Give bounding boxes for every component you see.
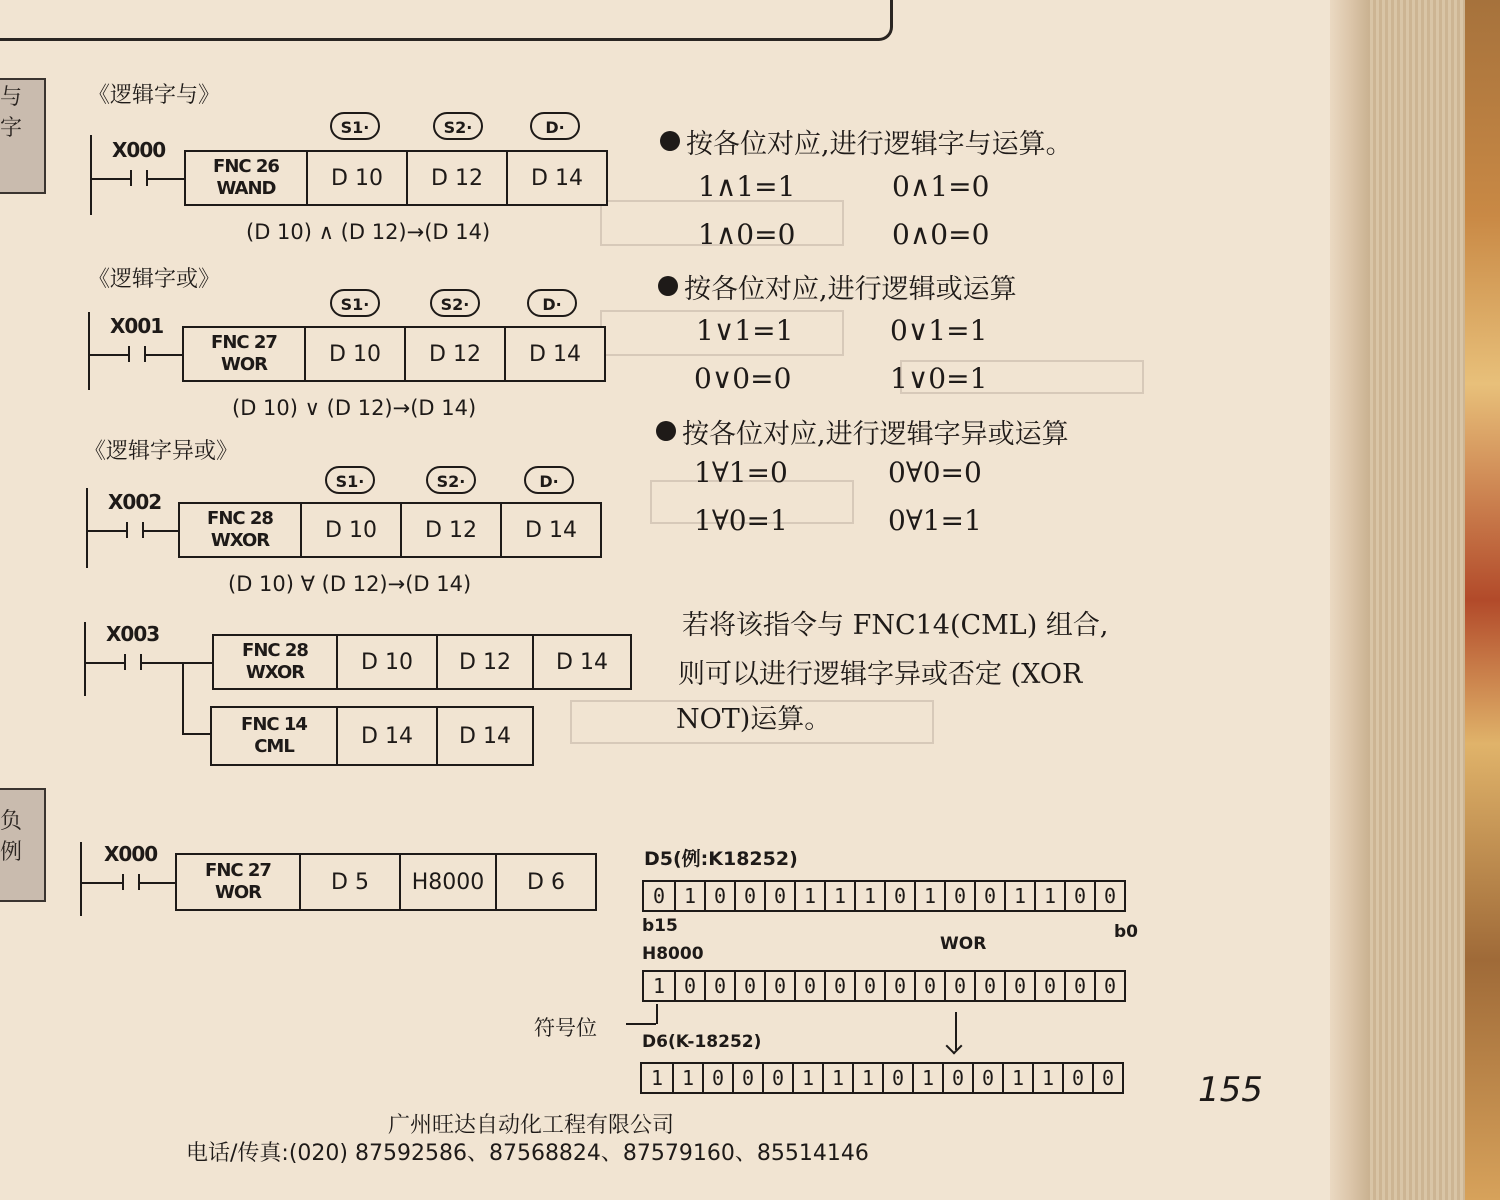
operand-s1: S1· xyxy=(325,466,375,494)
side-tab-char: 字 xyxy=(0,116,23,141)
operand-d: D· xyxy=(524,466,574,494)
fnc-number: FNC 28 xyxy=(207,508,273,529)
heading-wand: 《逻辑字与》 xyxy=(88,83,221,108)
operand-cell: H8000 xyxy=(399,855,495,909)
bit-cell: 1 xyxy=(914,882,944,910)
operand-d: D· xyxy=(527,289,577,317)
operand-s1: S1· xyxy=(330,289,380,317)
fnc-number: FNC 28 xyxy=(242,640,308,661)
bit-cell: 1 xyxy=(672,1064,702,1092)
truth-cell: 0∀1=1 xyxy=(888,504,982,537)
bit-cell: 0 xyxy=(702,1064,732,1092)
rung-wire xyxy=(90,178,130,180)
bit-cell: 0 xyxy=(652,884,666,908)
footer-contact: 电话/传真:(020) 87592586、87568824、87579160、85514146 xyxy=(186,1141,869,1166)
rung-wire xyxy=(148,178,185,180)
bit-cell: 0 xyxy=(882,1064,912,1092)
rung-wire xyxy=(80,882,122,884)
bit-cell: 1 xyxy=(1002,1064,1032,1092)
contact-symbol xyxy=(126,522,144,538)
bit-cell: 0 xyxy=(1094,882,1124,910)
bit-cell: 0 xyxy=(734,972,764,1000)
rung-wire xyxy=(144,530,179,532)
instruction-wor-example xyxy=(175,853,597,911)
d6-label: D6(K-18252) xyxy=(642,1032,762,1052)
left-power-rail xyxy=(86,488,88,568)
top-box-border xyxy=(0,0,893,41)
bit-cell: 0 xyxy=(914,972,944,1000)
explanation-and-text: 按各位对应,进行逻辑字与运算。 xyxy=(686,129,1073,160)
d5-bit-row xyxy=(642,880,1126,912)
truth-cell: 1∧1=1 xyxy=(698,170,796,203)
side-tab-bottom xyxy=(0,788,46,902)
truth-cell: 1∨1=1 xyxy=(696,314,794,347)
rung-wire xyxy=(88,354,128,356)
left-power-rail xyxy=(90,135,92,215)
bit-cell: 1 xyxy=(652,974,666,998)
bit-cell: 0 xyxy=(764,882,794,910)
contact-label: X000 xyxy=(104,842,158,866)
cml-paragraph-line: 若将该指令与 FNC14(CML) 组合, xyxy=(682,610,1109,641)
left-power-rail xyxy=(88,312,90,390)
contact-symbol xyxy=(130,170,148,186)
footer-company: 广州旺达自动化工程有限公司 xyxy=(388,1113,675,1138)
bit-cell: 0 xyxy=(972,1064,1002,1092)
operand-cell: D 12 xyxy=(436,636,532,688)
truth-cell: 0∧1=0 xyxy=(892,170,990,203)
contact-symbol xyxy=(124,654,142,670)
h8000-bit-row xyxy=(642,970,1126,1002)
side-tab-char: 与 xyxy=(0,85,23,110)
formula-wor: (D 10) ∨ (D 12)→(D 14) xyxy=(232,396,477,420)
explanation-or xyxy=(658,267,1017,306)
bit-cell: 0 xyxy=(794,972,824,1000)
bit-cell: 1 xyxy=(1032,1064,1062,1092)
explanation-and xyxy=(660,122,1073,161)
cml-paragraph-line: NOT)运算。 xyxy=(676,704,832,735)
heading-wor: 《逻辑字或》 xyxy=(88,267,221,292)
b15-label: b15 xyxy=(642,916,678,936)
contact-label: X002 xyxy=(108,490,162,514)
operand-d: D· xyxy=(530,112,580,140)
bit-cell: 0 xyxy=(734,882,764,910)
bit-cell: 0 xyxy=(884,972,914,1000)
bit-cell: 1 xyxy=(854,882,884,910)
fnc-cell xyxy=(214,636,336,688)
instruction-wxor-2 xyxy=(212,634,632,690)
truth-cell: 0∀0=0 xyxy=(888,456,982,489)
operand-cell: D 12 xyxy=(400,504,500,556)
instruction-wand xyxy=(184,150,608,206)
bit-cell: 0 xyxy=(942,1064,972,1092)
fnc-cell xyxy=(184,328,304,380)
explanation-xor-text: 按各位对应,进行逻辑字异或运算 xyxy=(682,419,1069,450)
bit-cell: 0 xyxy=(854,972,884,1000)
bullet-icon xyxy=(658,276,678,296)
fnc-cell xyxy=(212,708,336,764)
side-tab-char: 例 xyxy=(0,840,23,865)
instruction-cml xyxy=(210,706,534,766)
rung-wire xyxy=(146,354,183,356)
result-arrow-icon xyxy=(955,1012,957,1050)
book-spine xyxy=(1330,0,1370,1200)
left-power-rail xyxy=(84,622,86,696)
bit-cell: 1 xyxy=(792,1064,822,1092)
operand-cell: D 10 xyxy=(336,636,436,688)
cml-paragraph-line: 则可以进行逻辑字异或否定 (XOR xyxy=(678,659,1083,690)
explanation-xor xyxy=(656,412,1069,451)
bit-cell: 0 xyxy=(1094,972,1124,1000)
bit-cell: 1 xyxy=(650,1066,664,1090)
truth-cell: 1∀1=0 xyxy=(694,456,788,489)
operand-cell: D 6 xyxy=(495,855,595,909)
branch-wire xyxy=(182,662,184,734)
bit-cell: 0 xyxy=(1064,972,1094,1000)
bit-cell: 0 xyxy=(1062,1064,1092,1092)
fnc-cell xyxy=(180,504,300,556)
truth-cell: 1∨0=1 xyxy=(890,362,988,395)
bit-cell: 1 xyxy=(1034,882,1064,910)
fnc-number: FNC 14 xyxy=(241,714,307,735)
bit-cell: 0 xyxy=(764,972,794,1000)
bit-cell: 1 xyxy=(912,1064,942,1092)
bit-cell: 1 xyxy=(674,882,704,910)
fnc-cell xyxy=(186,152,306,204)
bit-cell: 0 xyxy=(944,882,974,910)
side-tab-char: 负 xyxy=(0,809,23,834)
bit-cell: 0 xyxy=(974,882,1004,910)
rung-wire xyxy=(84,662,124,664)
fnc-cell xyxy=(177,855,299,909)
sign-pointer-line xyxy=(626,1023,656,1025)
contact-label: X003 xyxy=(106,622,160,646)
operand-s2: S2· xyxy=(430,289,480,317)
fnc-name: WOR xyxy=(220,354,268,375)
contact-label: X000 xyxy=(112,138,166,162)
bit-cell: 1 xyxy=(852,1064,882,1092)
operand-s2: S2· xyxy=(426,466,476,494)
operand-cell: D 12 xyxy=(406,152,506,204)
bit-cell: 0 xyxy=(974,972,1004,1000)
contact-symbol xyxy=(128,346,146,362)
branch-wire xyxy=(182,733,212,735)
instruction-wor xyxy=(182,326,606,382)
truth-cell: 0∨1=1 xyxy=(890,314,988,347)
fnc-name: WAND xyxy=(216,178,276,199)
bit-cell: 1 xyxy=(824,882,854,910)
rung-wire xyxy=(142,662,214,664)
b0-label: b0 xyxy=(1114,922,1138,942)
operand-cell: D 14 xyxy=(504,328,604,380)
wor-op-label: WOR xyxy=(940,934,987,954)
bit-cell: 0 xyxy=(884,882,914,910)
fnc-name: WXOR xyxy=(210,530,270,551)
operand-s1: S1· xyxy=(330,112,380,140)
bit-cell: 1 xyxy=(1004,882,1034,910)
left-power-rail xyxy=(80,842,82,916)
bit-cell: 0 xyxy=(1092,1064,1122,1092)
bit-cell: 0 xyxy=(824,972,854,1000)
bit-cell: 0 xyxy=(732,1064,762,1092)
operand-cell: D 14 xyxy=(532,636,630,688)
bit-cell: 0 xyxy=(1004,972,1034,1000)
operand-cell: D 10 xyxy=(300,504,400,556)
truth-cell: 1∀0=1 xyxy=(694,504,788,537)
bit-cell: 1 xyxy=(822,1064,852,1092)
bullet-icon xyxy=(656,421,676,441)
bit-cell: 0 xyxy=(944,972,974,1000)
fnc-name: WOR xyxy=(214,882,262,903)
operand-s2: S2· xyxy=(433,112,483,140)
operand-cell: D 12 xyxy=(404,328,504,380)
fnc-number: FNC 26 xyxy=(213,156,279,177)
sign-bit-label: 符号位 xyxy=(534,1016,597,1040)
operand-cell: D 10 xyxy=(304,328,404,380)
rung-wire xyxy=(86,530,126,532)
d5-label: D5(例:K18252) xyxy=(644,848,798,870)
bit-cell: 0 xyxy=(762,1064,792,1092)
truth-cell: 0∧0=0 xyxy=(892,218,990,251)
h8000-label: H8000 xyxy=(642,944,704,964)
page-stack xyxy=(1370,0,1465,1200)
formula-wand: (D 10) ∧ (D 12)→(D 14) xyxy=(246,220,491,244)
side-tab-top xyxy=(0,78,46,194)
d6-bit-row xyxy=(640,1062,1124,1094)
instruction-wxor xyxy=(178,502,602,558)
rung-wire xyxy=(140,882,176,884)
heading-wxor: 《逻辑字异或》 xyxy=(84,439,239,464)
fnc-number: FNC 27 xyxy=(211,332,277,353)
bullet-icon xyxy=(660,131,680,151)
truth-cell: 1∧0=0 xyxy=(698,218,796,251)
fnc-number: FNC 27 xyxy=(205,860,271,881)
operand-cell: D 14 xyxy=(506,152,606,204)
explanation-or-text: 按各位对应,进行逻辑或运算 xyxy=(684,274,1017,305)
bit-cell: 0 xyxy=(1064,882,1094,910)
operand-cell: D 10 xyxy=(306,152,406,204)
truth-cell: 0∨0=0 xyxy=(694,362,792,395)
fnc-name: CML xyxy=(254,736,294,757)
bit-cell: 0 xyxy=(704,882,734,910)
bit-cell: 0 xyxy=(674,972,704,1000)
operand-cell: D 14 xyxy=(500,504,600,556)
page-number: 155 xyxy=(1198,1070,1263,1110)
bit-cell: 1 xyxy=(794,882,824,910)
book-cover-edge xyxy=(1465,0,1500,1200)
contact-symbol xyxy=(122,874,140,890)
fnc-name: WXOR xyxy=(245,662,305,683)
bit-cell: 0 xyxy=(1034,972,1064,1000)
operand-cell: D 14 xyxy=(336,708,436,764)
operand-cell: D 14 xyxy=(436,708,532,764)
sign-pointer-line xyxy=(656,1004,658,1024)
bit-cell: 0 xyxy=(704,972,734,1000)
formula-wxor: (D 10) ∀ (D 12)→(D 14) xyxy=(228,572,472,596)
operand-cell: D 5 xyxy=(299,855,399,909)
contact-label: X001 xyxy=(110,314,164,338)
